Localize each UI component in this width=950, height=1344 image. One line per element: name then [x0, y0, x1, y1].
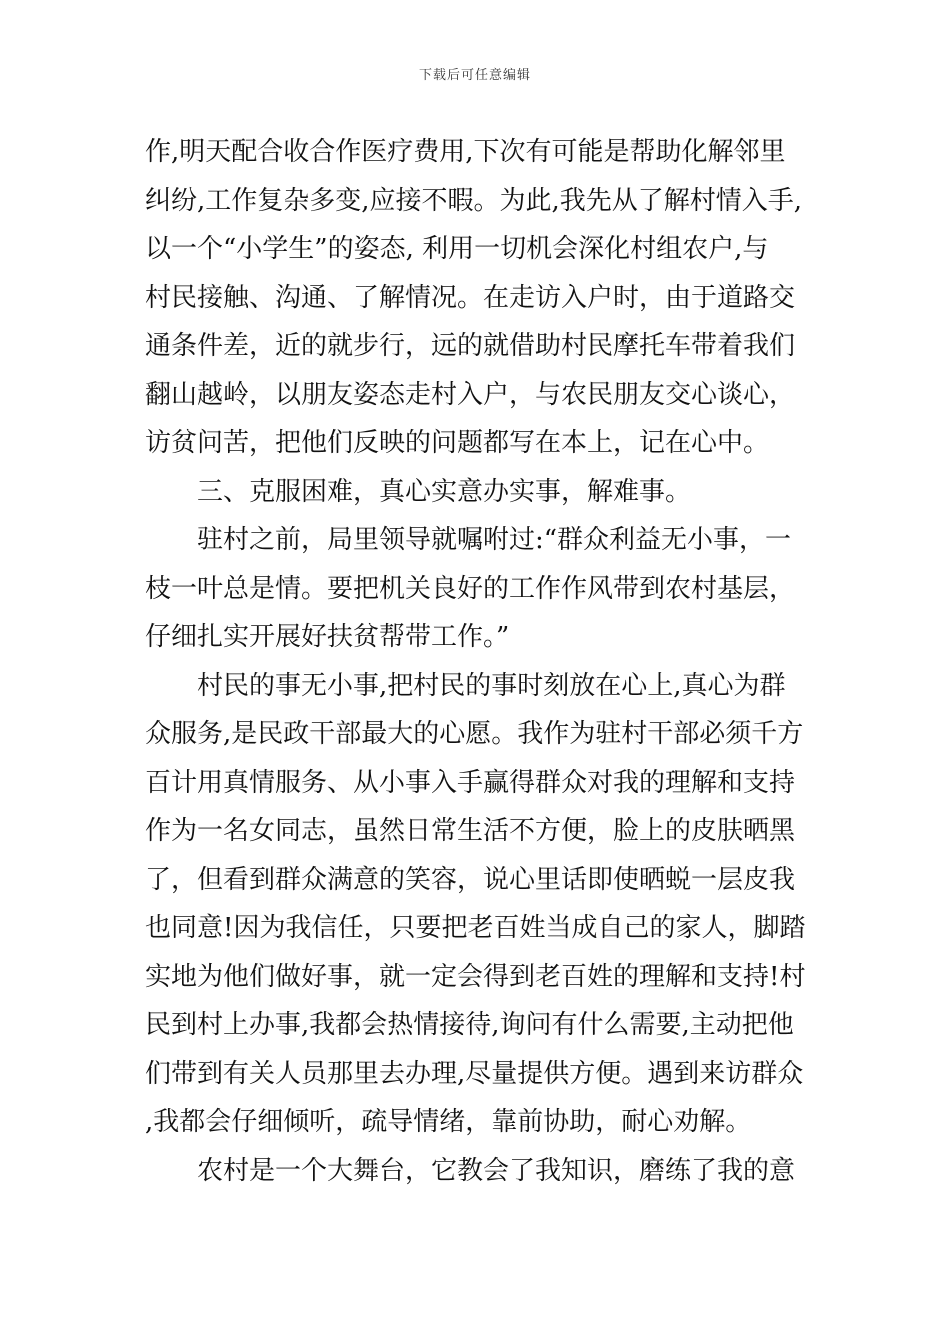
- text-line: 百计用真情服务、从小事入手赢得群众对我的理解和支持: [145, 767, 796, 798]
- text-line: 村民的事无小事,把村民的事时刻放在心上,真心为群: [197, 670, 786, 701]
- text-line: 村民接触、沟通、了解情况。在走访入户时，由于道路交: [145, 282, 796, 313]
- text-line: 农村是一个大舞台，它教会了我知识，磨练了我的意: [197, 1155, 796, 1186]
- text-line: 民到村上办事,我都会热情接待,询问有什么需要,主动把他: [145, 1010, 794, 1040]
- text-line: 仔细扎实开展好扶贫帮带工作。”: [145, 622, 510, 652]
- text-line: 实地为他们做好事，就一定会得到老百姓的理解和支持!村: [145, 961, 806, 992]
- text-line: 访贫问苦，把他们反映的问题都写在本上，记在心中。: [145, 428, 770, 458]
- document-body: [145, 128, 825, 1195]
- text-line: 了，但看到群众满意的笑容，说心里话即使晒蜕一层皮我: [145, 864, 796, 895]
- text-line: 以一个“小学生”的姿态, 利用一切机会深化村组农户,与: [145, 234, 769, 264]
- text-line: 纠纷,工作复杂多变,应接不暇。为此,我先从了解村情入手,: [145, 185, 803, 216]
- text-line: ,我都会仔细倾听，疏导情绪，靠前协助，耐心劝解。: [145, 1107, 752, 1137]
- page-header: 下载后可任意编辑: [418, 68, 531, 83]
- text-line: 们带到有关人员那里去办理,尽量提供方便。遇到来访群众: [145, 1058, 804, 1089]
- text-line: 众服务,是民政干部最大的心愿。我作为驻村干部必须千方: [145, 719, 804, 749]
- text-line: 翻山越岭，以朋友姿态走村入户，与农民朋友交心谈心，: [145, 379, 796, 410]
- text-line: 驻村之前，局里领导就嘱咐过:“群众利益无小事，一: [197, 525, 792, 555]
- text-line: 枝一叶总是情。要把机关良好的工作作风带到农村基层，: [145, 573, 796, 604]
- text-line: 通条件差，近的就步行，远的就借助村民摩托车带着我们: [145, 331, 796, 361]
- text-line: 也同意!因为我信任，只要把老百姓当成自己的家人，脚踏: [145, 913, 806, 943]
- text-line: 作为一名女同志，虽然日常生活不方便，脸上的皮肤晒黑: [145, 816, 796, 846]
- text-line: 作,明天配合收合作医疗费用,下次有可能是帮助化解邻里: [145, 137, 786, 167]
- text-line: 三、克服困难，真心实意办实事，解难事。: [197, 476, 692, 507]
